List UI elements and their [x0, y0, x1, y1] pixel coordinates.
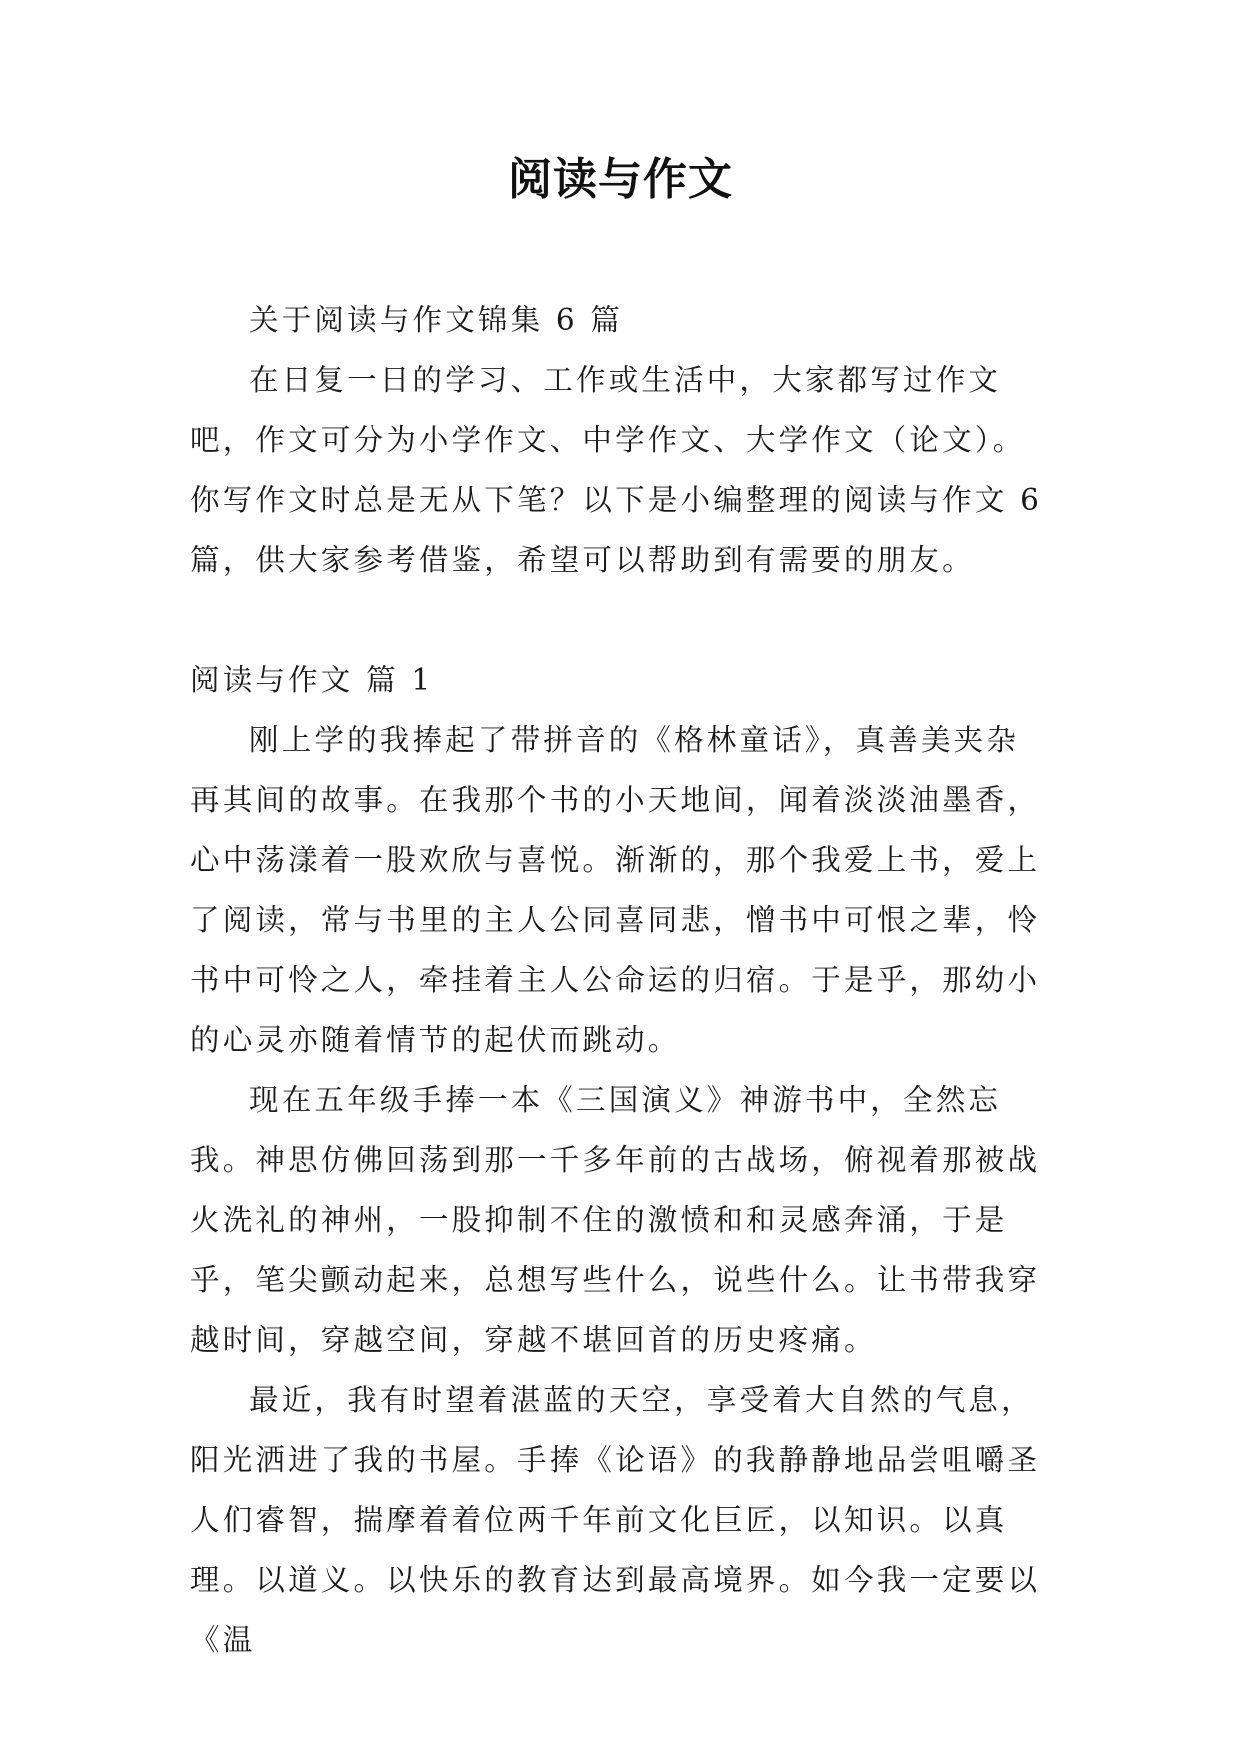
document-title: 阅读与作文 — [508, 154, 733, 205]
body-paragraph-2: 现在五年级手捧一本《三国演义》神游书中，全然忘我。神思仿佛回荡到那一千多年前的古战场，俯视着那被战火洗礼的神州，一股抑制不住的激愤和和灵感奔涌，于是乎，笔尖颤动起来，总想写些什么，说些什么。让书带我穿越时间，穿越空间，穿越不堪回首的历史疼痛。 — [190, 1083, 1041, 1357]
intro-heading: 关于阅读与作文锦集 6 篇 — [249, 303, 624, 337]
section-spacer — [190, 590, 1050, 650]
intro-paragraph: 在日复一日的学习、工作或生活中，大家都写过作文吧，作文可分为小学作文、中学作文、大学作文（论文）。你写作文时总是无从下笔？以下是小编整理的阅读与作文 6 篇，供大家参考借鉴，希望可以帮助到有需要的朋友。 — [190, 363, 1043, 577]
body-paragraph-1: 刚上学的我捧起了带拼音的《格林童话》，真善美夹杂再其间的故事。在我那个书的小天地间，闻着淡淡油墨香，心中荡漾着一股欢欣与喜悦。渐渐的，那个我爱上书，爱上了阅读，常与书里的主人公同喜同悲，憎书中可恨之辈，怜书中可怜之人，牵挂着主人公命运的归宿。于是乎，那幼小的心灵亦随着情节的起伏而跳动。 — [190, 723, 1041, 1057]
document-body — [190, 290, 1050, 1670]
section-heading: 阅读与作文 篇 1 — [190, 663, 434, 697]
body-paragraph-3: 最近，我有时望着湛蓝的天空，享受着大自然的气息，阳光洒进了我的书屋。手捧《论语》的我静静地品尝咀嚼圣人们睿智，揣摩着着位两千年前文化巨匠，以知识。以真理。以道义。以快乐的教育达到最高境界。如今我一定要以《温 — [190, 1383, 1041, 1657]
